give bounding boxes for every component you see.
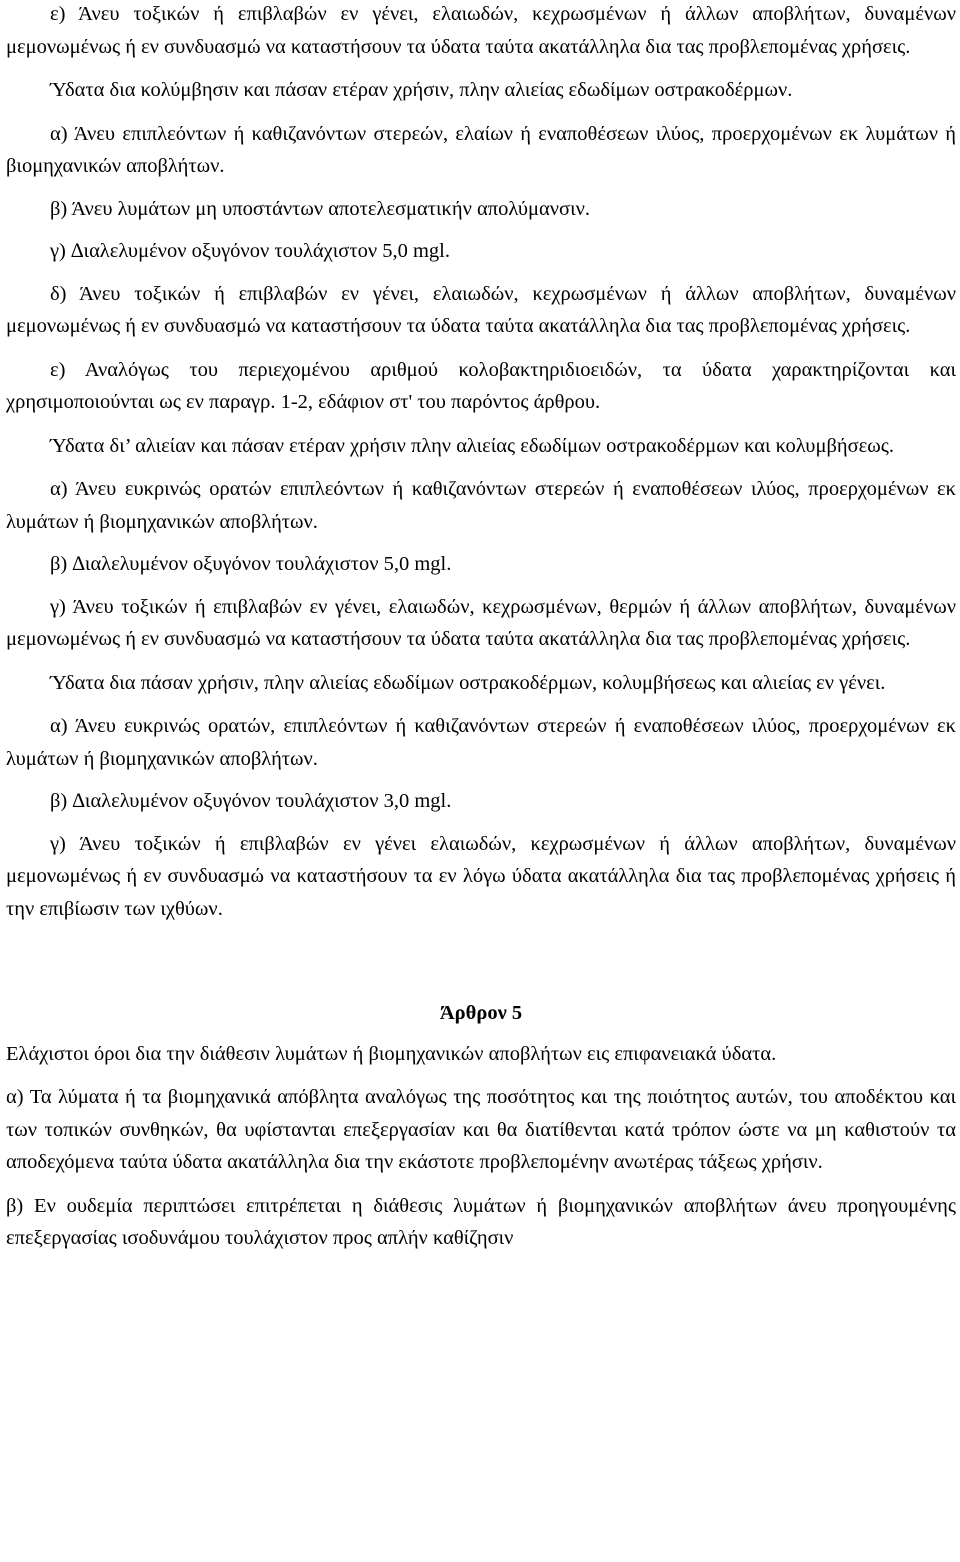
paragraph-fishing-waters: Ύδατα δι’ αλιείαν και πάσαν ετέραν χρήσιν πλην αλιείας εδωδίμων οστρακοδέρμων και κολυμβήσεως. bbox=[50, 434, 894, 457]
article-item-a: α) Τα λύματα ή τα βιομηχανικά απόβλητα αναλόγως της ποσότητος και της ποιότητος αυτών, του αποδέκτου και των τοπικών συνθηκών, θα υφίστανται επεξεργασίαν και θα διατίθενται κατά τρόπον ώστε να μη καθιστούν τα αποδεχόμενα ταύτα ύδατα ακατάλληλα δια την εκάστοτε προβλεπομένην ανωτέρας τάξεως χρήσιν. bbox=[6, 1086, 956, 1173]
article-item-b: β) Εν ουδεμία περιπτώσει επιτρέπεται η διάθεσις λυμάτων ή βιομηχανικών αποβλήτων άνευ προηγουμένης επεξεργασίας ισοδυνάμου τουλάχιστον προς απλήν καθίζησιν bbox=[6, 1194, 956, 1249]
paragraph-all-uses-waters: Ύδατα δια πάσαν χρήσιν, πλην αλιείας εδωδίμων οστρακοδέρμων, κολυμβήσεως και αλιείας εν γένει. bbox=[50, 671, 886, 694]
paragraph-b-disinfection: β) Άνευ λυμάτων μη υποστάντων αποτελεσματικήν απολύμανσιν. bbox=[50, 197, 591, 220]
paragraph-e-toxic-waste: ε) Άνευ τοξικών ή επιβλαβών εν γένει, ελαιωδών, κεχρωσμένων ή άλλων αποβλήτων, δυναμένων μεμονωμένως ή εν συνδυασμώ να καταστήσουν τα ύδατα ταύτα ακατάλληλα δια τας προβλεπομένας χρήσεις. bbox=[6, 3, 956, 58]
paragraph-a-visible-floating: α) Άνευ ευκρινώς ορατών, επιπλεόντων ή καθιζανόντων στερεών ή εναποθέσεων ιλύος, προερχομένων εκ λυμάτων ή βιομηχανικών αποβλήτων. bbox=[6, 715, 956, 770]
paragraph-swimming-waters: Ύδατα δια κολύμβησιν και πάσαν ετέραν χρήσιν, πλην αλιείας εδωδίμων οστρακοδέρμων. bbox=[50, 79, 793, 101]
article-heading: Άρθρον 5 bbox=[439, 1002, 523, 1024]
paragraph-c-oxygen: γ) ∆ιαλελυμένον οξυγόνον τουλάχιστον 5,0 mgl. bbox=[50, 240, 450, 262]
paragraph-e-coliform: ε) Αναλόγως του περιεχομένου αριθμού κολοβακτηριδιοειδών, τα ύδατα χαρακτηρίζονται και χρησιμοποιούνται ως εν παραγρ. 1-2, εδάφιον στ' του παρόντος άρθρου. bbox=[6, 358, 956, 413]
paragraph-a-floating-solids: α) Άνευ επιπλεόντων ή καθιζανόντων στερεών, ελαίων ή εναποθέσεων ιλύος, προερχομένων εκ λυμάτων ή βιομηχανικών αποβλήτων. bbox=[6, 122, 956, 177]
article-title: Ελάχιστοι όροι δια την διάθεσιν λυμάτων ή βιομηχανικών αποβλήτων εις επιφανειακά ύδατα. bbox=[6, 1042, 777, 1065]
paragraph-c-fish-survival: γ) Άνευ τοξικών ή επιβλαβών εν γένει ελαιωδών, κεχρωσμένων ή άλλων αποβλήτων, δυναμένων μεμονωμένως ή εν συνδυασμώ να καταστήσουν τα εν λόγω ύδατα ακατάλληλα δια τας προβλεπομένας χρήσεις ή την επιβίωσιν των ιχθύων. bbox=[6, 832, 956, 920]
paragraph-b-oxygen: β) ∆ιαλελυμένον οξυγόνον τουλάχιστον 5,0 mgl. bbox=[50, 553, 452, 575]
paragraph-a-visible-solids: α) Άνευ ευκρινώς ορατών επιπλεόντων ή καθιζανόντων στερεών ή εναποθέσεων ιλύος, προερχομένων εκ λυμάτων ή βιομηχανικών αποβλήτων. bbox=[6, 478, 956, 533]
paragraph-c-toxic-thermal-waste: γ) Άνευ τοξικών ή επιβλαβών εν γένει, ελαιωδών, κεχρωσμένων, θερμών ή άλλων αποβλήτων, δυναμένων μεμονωμένως ή εν συνδυασμώ να καταστήσουν τα ύδατα ταύτα ακατάλληλα δια τας προβλεπομένας χρήσεις. bbox=[6, 595, 956, 650]
paragraph-d-toxic-waste: δ) Άνευ τοξικών ή επιβλαβών εν γένει, ελαιωδών, κεχρωσμένων ή άλλων αποβλήτων, δυναμένων μεμονωμένως ή εν συνδυασμώ να καταστήσουν τα ύδατα ταύτα ακατάλληλα δια τας προβλεπομένας χρήσεις. bbox=[6, 282, 956, 337]
document-page bbox=[6, 0, 956, 1255]
paragraph-b-oxygen-3: β) ∆ιαλελυμένον οξυγόνον τουλάχιστον 3,0 mgl. bbox=[50, 790, 452, 812]
